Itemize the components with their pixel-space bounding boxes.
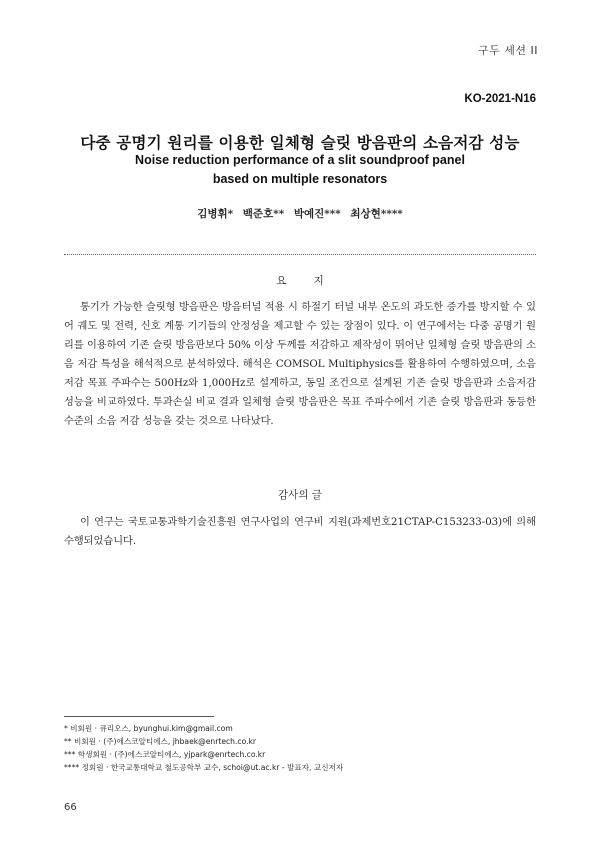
footnote-item: *** 학생회원 · (주)에스코알티에스, yjpark@enrtech.co.kr <box>64 750 266 759</box>
footnote-rule <box>64 716 214 717</box>
abstract-text: 통기가 가능한 슬릿형 방음판은 방음터널 적용 시 하절기 터널 내부 온도의 과도한 증가를 방지할 수 있어 궤도 및 전력, 신호 계통 기기들의 안정성을 제고할 수 있는 장점이 있다. 이 연구에서는 다중 공명기 원리를 이용하여 기존 슬릿 방음판보다 50% 이상 두께를 저감하고 제작성이 뛰어난 일체형 슬릿 방음판의 소음 저감 특성을 해석적으로 분석하였다. 해석은 COMSOL Multiphysics를 활용하여 수행하였으며, 소음저감 목표 주파수는 500Hz와 1,000Hz로 설계하고, 동일 조건으로 설계된 기존 슬릿 방음판과 소음저감 성능을 비교하였다. 투과손실 비교 결과 일체형 슬릿 방음판은 목표 주파수에서 기존 슬릿 방음판과 동등한 수준의 소음 저감 성능을 갖는 것으로 나타났다. <box>64 302 536 427</box>
title-english-line1: Noise reduction performance of a slit soundproof panel <box>135 153 465 167</box>
footnote-item: **** 정회원 · 한국교통대학교 철도공학부 교수, schoi@ut.ac.kr - 발표자, 교신저자 <box>64 763 344 772</box>
footnotes <box>64 722 343 774</box>
section-divider <box>64 254 536 255</box>
page-number: 66 <box>64 802 77 813</box>
author-list: 김병휘* 백준호** 박예진*** 최상현**** <box>197 208 403 220</box>
title-english-line2: based on multiple resonators <box>212 172 388 186</box>
footnote-item: ** 비회원 · (주)에스코알티에스, jhbaek@enrtech.co.kr <box>64 737 257 746</box>
session-label: 구두 세션 II <box>478 44 538 57</box>
acknowledgement-text: 이 연구는 국토교통과학기술진흥원 연구사업의 연구비 지원(과제번호21CTAP-C153233-03)에 의해 수행되었습니다. <box>64 517 536 547</box>
acknowledgement-heading: 감사의 글 <box>278 489 322 501</box>
paper-id: KO-2021-N16 <box>464 93 536 105</box>
title-korean: 다중 공명기 원리를 이용한 일체형 슬릿 방음판의 소음저감 성능 <box>80 134 520 152</box>
abstract-heading: 요 지 <box>276 275 336 287</box>
footnote-item: * 비회원 · 큐리오스, byunghui.kim@gmail.com <box>64 724 233 733</box>
